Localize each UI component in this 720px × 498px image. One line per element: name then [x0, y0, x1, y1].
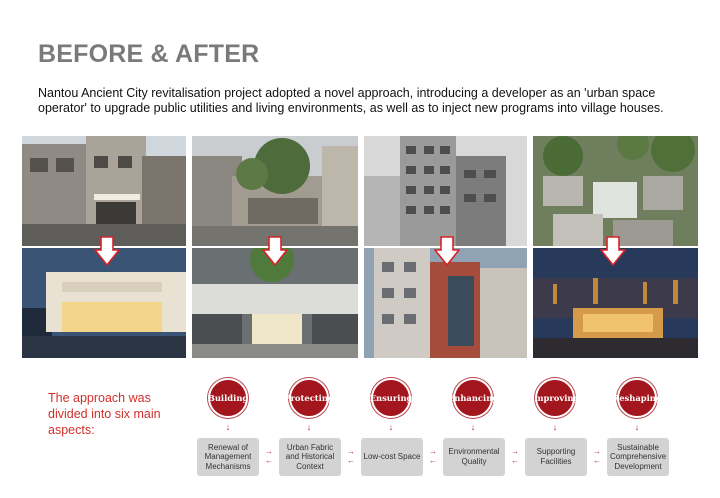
red-down-arrow-icon: [94, 236, 120, 266]
approach-text: The approach was divided into six main aspects:: [48, 391, 161, 437]
down-chevron-icon: ↓: [470, 422, 476, 432]
red-down-arrow-icon: [600, 236, 626, 266]
aspect-circle-building: Building: [208, 378, 248, 418]
down-chevron-icon: ↓: [306, 422, 312, 432]
aspect-box-improving: Supporting Facilities: [525, 438, 587, 476]
bidirectional-arrow-icon: → ←: [593, 447, 601, 465]
aspect-box-building: Renewal of Management Mechanisms: [197, 438, 259, 476]
bidirectional-arrow-icon: → ←: [265, 447, 273, 465]
before-photo-street-shops: [22, 136, 186, 246]
red-down-arrow-icon: [262, 236, 288, 266]
bidirectional-arrow-icon: → ←: [429, 447, 437, 465]
bidirectional-arrow-icon: → ←: [347, 447, 355, 465]
slide-title: BEFORE & AFTER: [38, 40, 260, 68]
aspect-circle-reshaping: Reshaping: [617, 378, 657, 418]
aspect-circle-protecting: Protecting: [289, 378, 329, 418]
aspect-box-reshaping: Sustainable Comprehensive Development: [607, 438, 669, 476]
aspect-circle-enhancing: Enhancing: [453, 378, 493, 418]
down-chevron-icon: ↓: [388, 422, 394, 432]
aspect-circle-ensuring: Ensuring: [371, 378, 411, 418]
aspect-box-enhancing: Environmental Quality: [443, 438, 505, 476]
red-down-arrow-icon: [434, 236, 460, 266]
down-chevron-icon: ↓: [634, 422, 640, 432]
aspect-circle-improving: Improving: [535, 378, 575, 418]
down-chevron-icon: ↓: [225, 422, 231, 432]
aspect-box-protecting: Urban Fabric and Historical Context: [279, 438, 341, 476]
bidirectional-arrow-icon: → ←: [511, 447, 519, 465]
before-photo-shuttered-house: [192, 136, 358, 246]
before-photo-aerial-view: [533, 136, 698, 246]
aspect-box-ensuring: Low-cost Space: [361, 438, 423, 476]
down-chevron-icon: ↓: [552, 422, 558, 432]
before-photo-tall-building: [364, 136, 527, 246]
intro-paragraph: Nantou Ancient City revitalisation project adopted a novel approach, introducing a developer as an 'urban space operator' to upgrade public utilities and living environments, as well as to inject new programs into village houses.: [38, 86, 664, 115]
